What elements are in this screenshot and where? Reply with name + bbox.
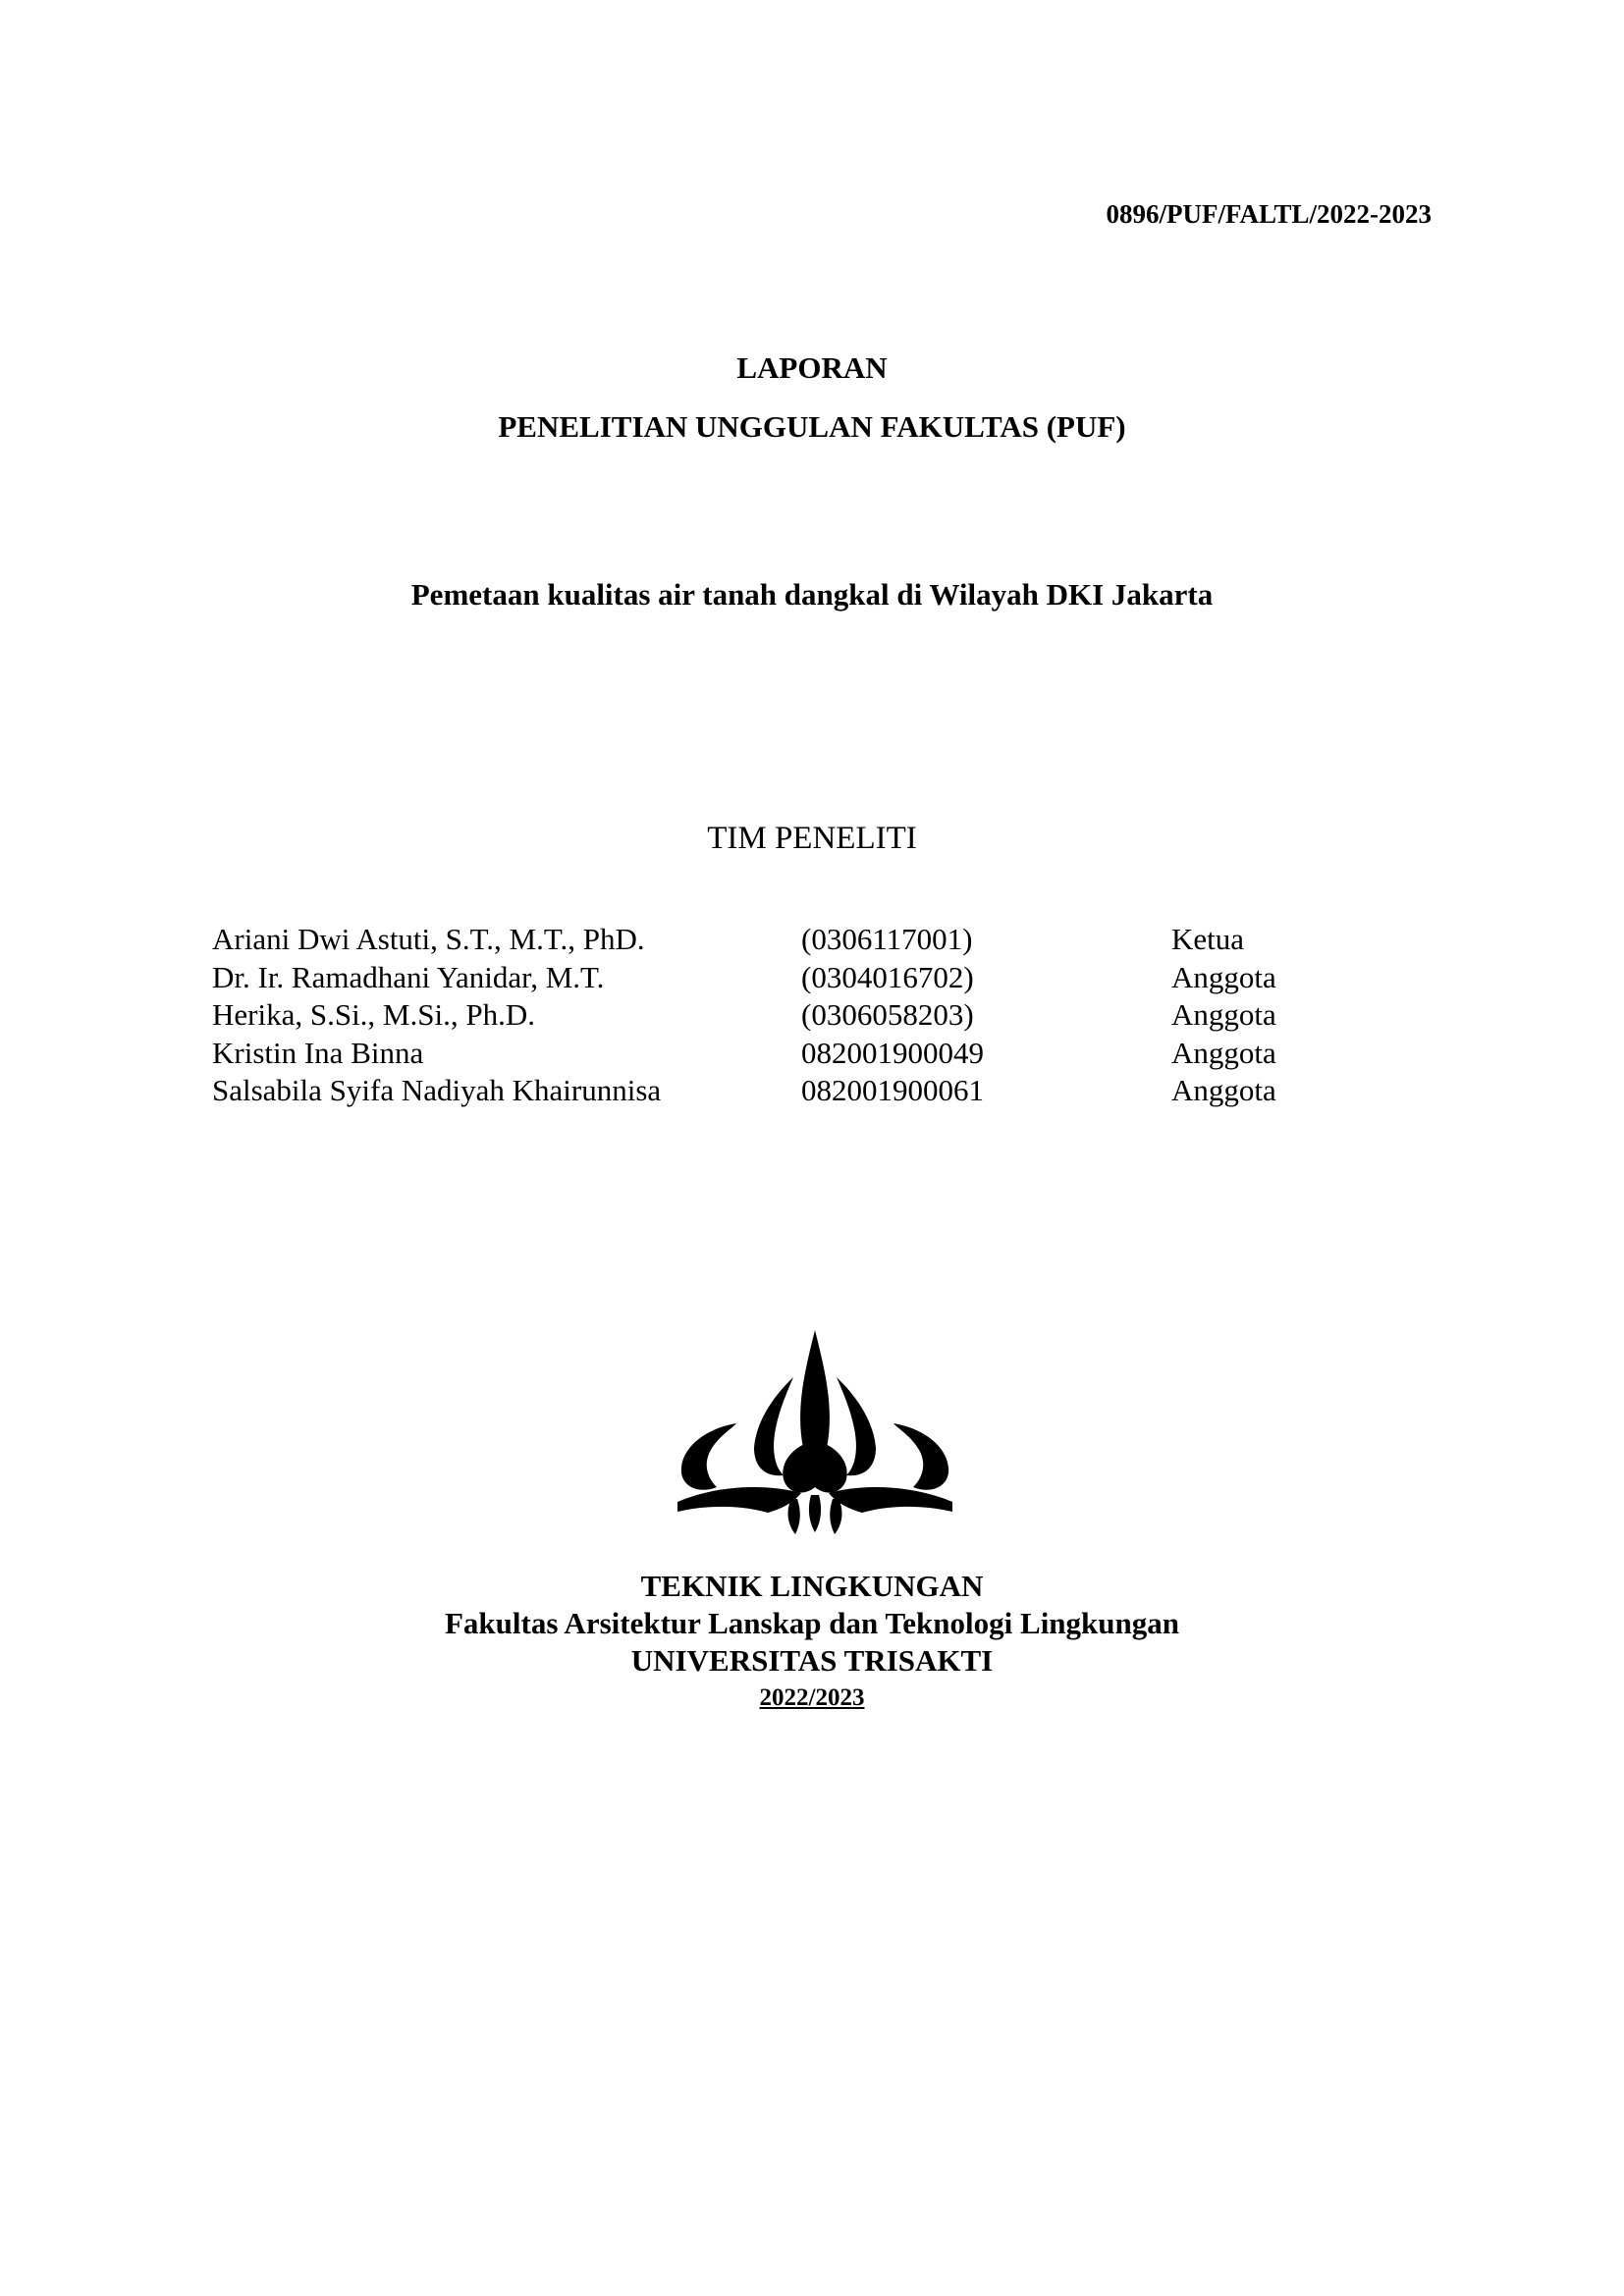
member-role: Ketua bbox=[1171, 922, 1245, 956]
member-name: Salsabila Syifa Nadiyah Khairunnisa bbox=[212, 1073, 662, 1108]
member-role: Anggota bbox=[1171, 1035, 1276, 1070]
member-name: Ariani Dwi Astuti, S.T., M.T., PhD. bbox=[212, 922, 645, 956]
academic-year bbox=[0, 1684, 1624, 1712]
university-name: UNIVERSITAS TRISAKTI bbox=[630, 1643, 994, 1678]
member-id: (0306058203) bbox=[801, 997, 974, 1033]
department-name: TEKNIK LINGKUNGAN bbox=[640, 1569, 984, 1603]
report-title: LAPORAN bbox=[736, 350, 888, 385]
trisakti-university-emblem-icon bbox=[677, 1330, 952, 1536]
team-member-row bbox=[212, 959, 1328, 997]
member-role: Anggota bbox=[1171, 997, 1276, 1033]
member-name: Kristin Ina Binna bbox=[212, 1035, 424, 1070]
team-member-row bbox=[212, 996, 1328, 1035]
faculty-name: Fakultas Arsitektur Lanskap dan Teknologi Lingkungan bbox=[444, 1606, 1180, 1640]
member-role: Anggota bbox=[1171, 1073, 1276, 1108]
report-subtitle: PENELITIAN UNGGULAN FAKULTAS (PUF) bbox=[498, 409, 1126, 444]
member-role: Anggota bbox=[1171, 959, 1276, 994]
member-id: (0304016702) bbox=[801, 959, 974, 994]
member-id: (0306117001) bbox=[801, 922, 973, 956]
team-member-row bbox=[212, 921, 1328, 959]
document-number: 0896/PUF/FALTL/2022-2023 bbox=[1106, 199, 1432, 229]
team-member-row bbox=[212, 1035, 1328, 1073]
research-subject: Pemetaan kualitas air tanah dangkal di Wilayah DKI Jakarta bbox=[410, 577, 1214, 612]
team-member-row bbox=[212, 1072, 1328, 1110]
team-heading: TIM PENELITI bbox=[707, 821, 917, 856]
team-table bbox=[212, 921, 1328, 1110]
member-name: Herika, S.Si., M.Si., Ph.D. bbox=[212, 997, 535, 1033]
member-id: 082001900061 bbox=[801, 1073, 984, 1108]
academic-year-text: 2022/2023 bbox=[759, 1684, 865, 1711]
member-name: Dr. Ir. Ramadhani Yanidar, M.T. bbox=[212, 959, 605, 994]
member-id: 082001900049 bbox=[801, 1035, 984, 1070]
